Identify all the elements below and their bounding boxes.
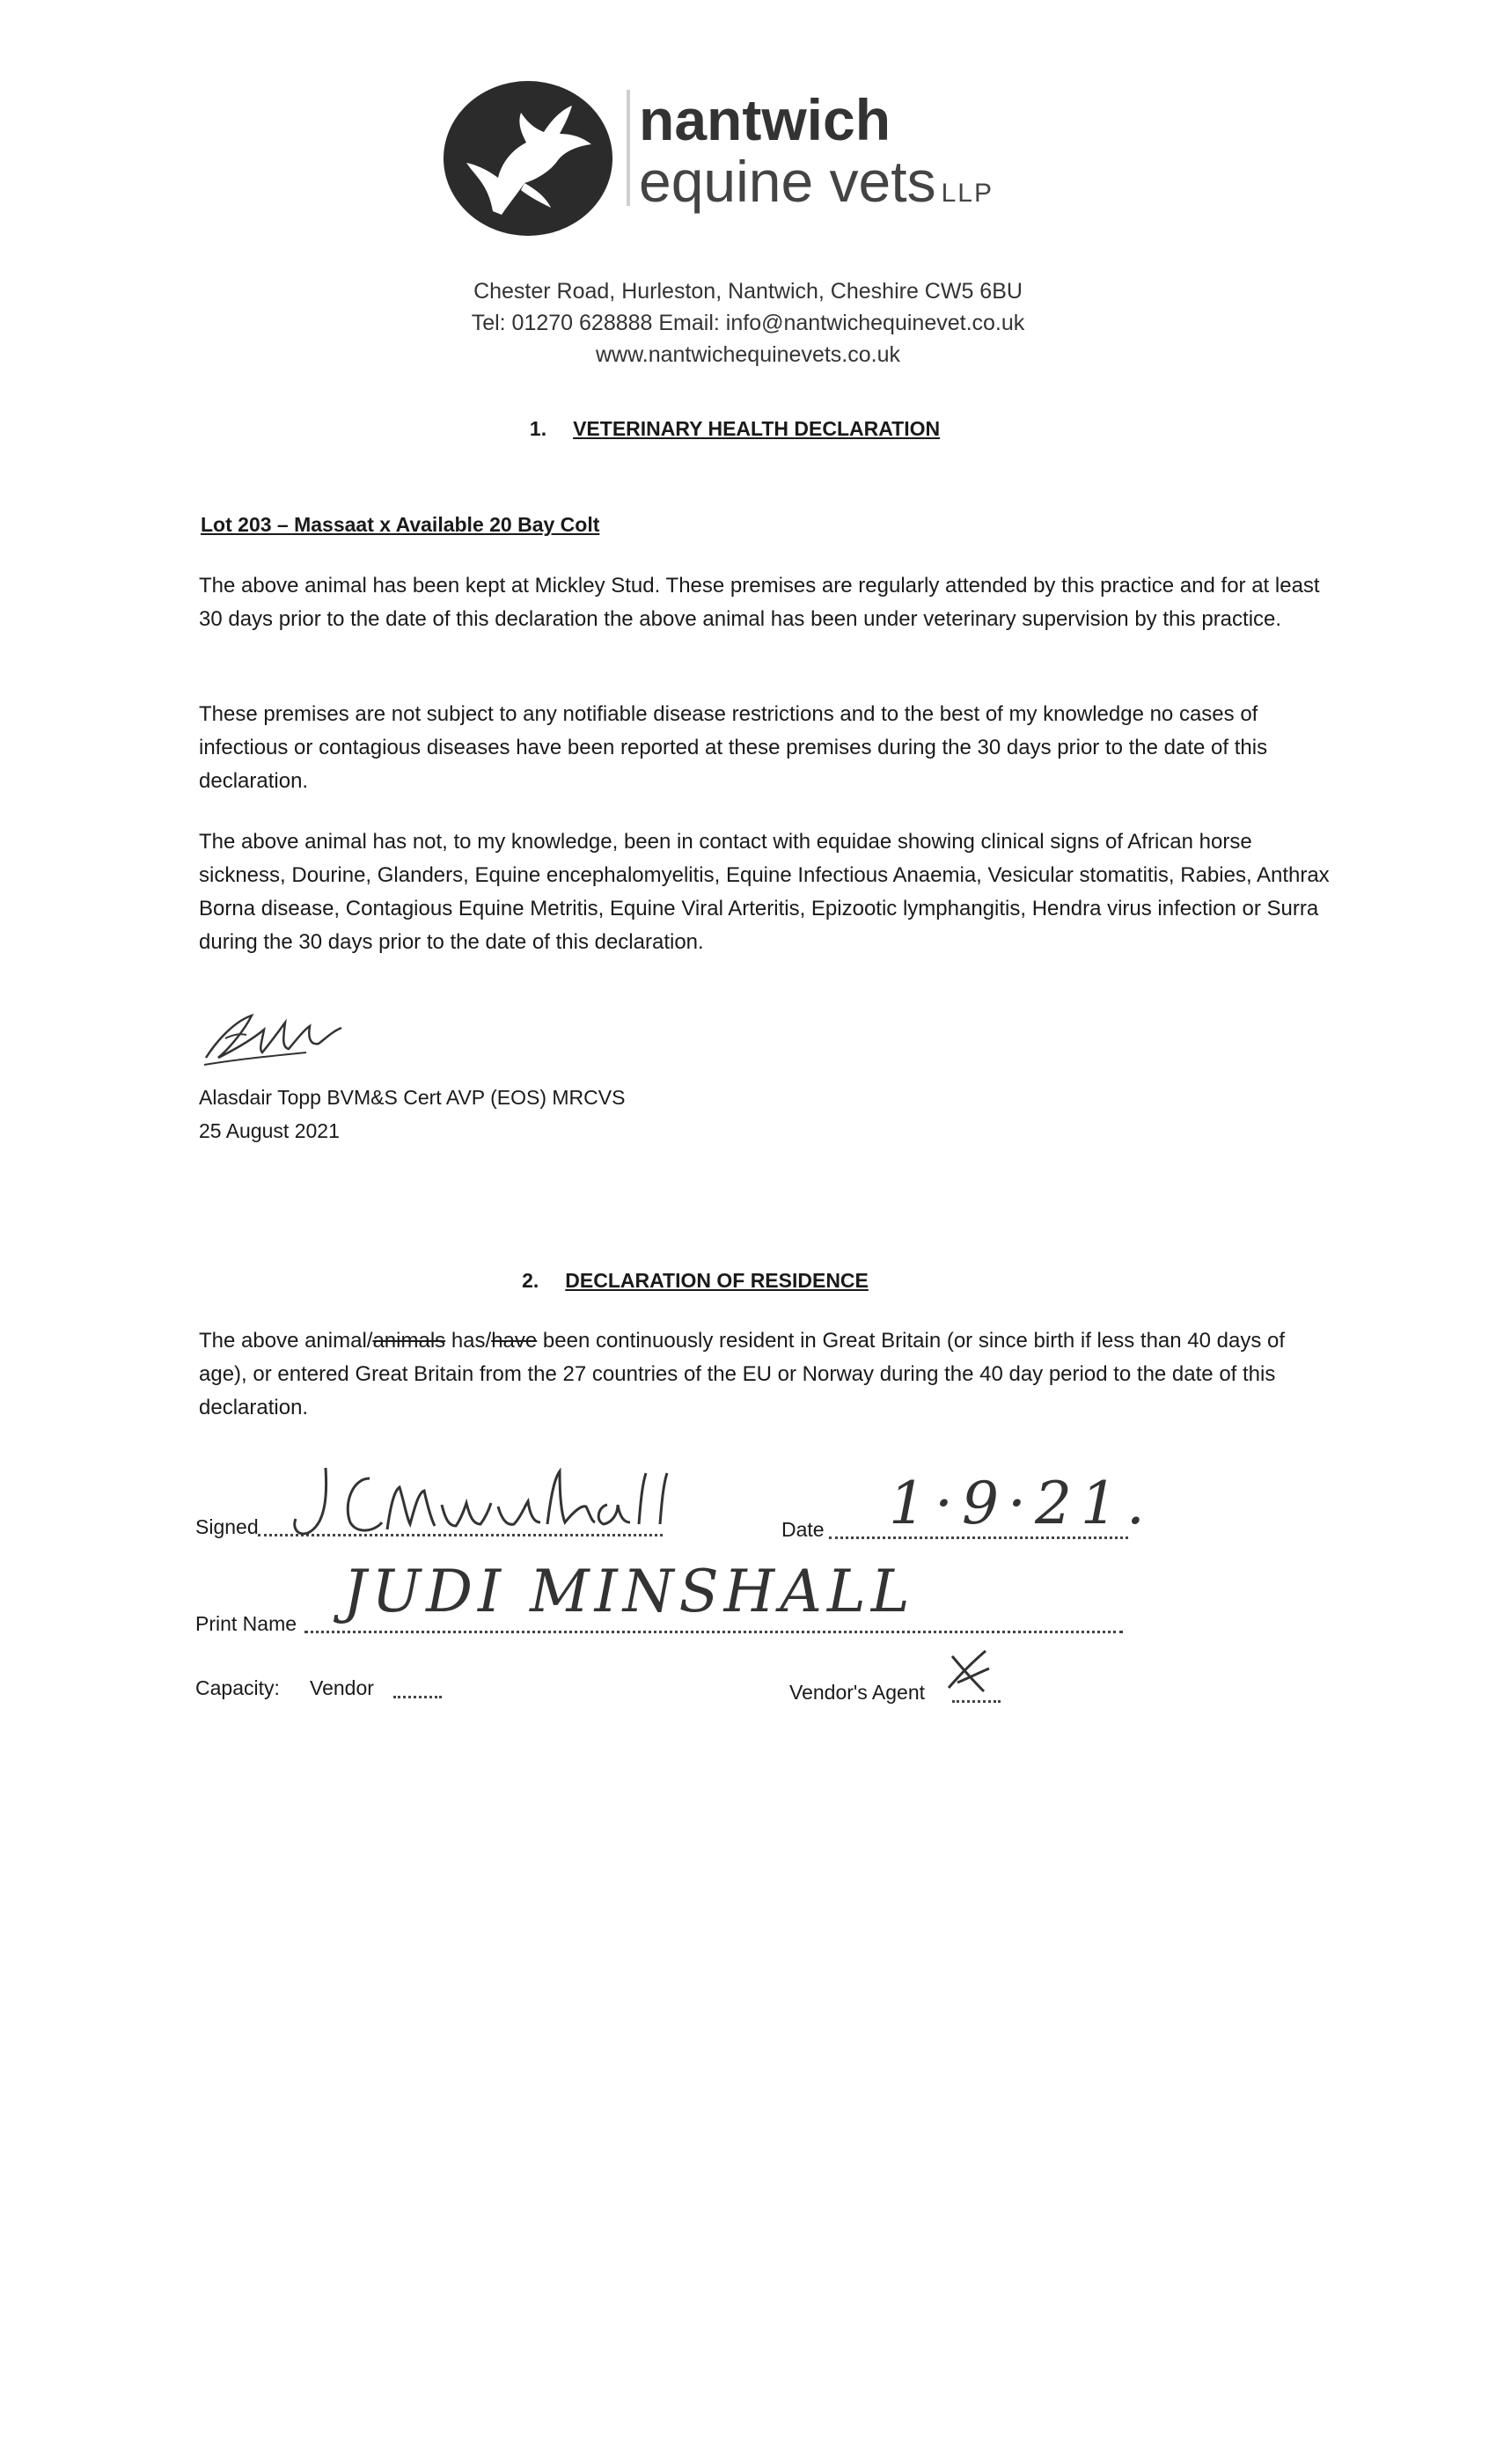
practice-website: www.nantwichequinevets.co.uk	[595, 342, 901, 367]
residence-text-1: The above animal/	[199, 1329, 373, 1353]
practice-logo	[440, 70, 1056, 246]
practice-address: Chester Road, Hurleston, Nantwich, Cheshire CW5 6BU	[473, 279, 1023, 304]
print-name-dotted-line	[304, 1631, 1123, 1633]
section-2-number: 2.	[522, 1269, 539, 1292]
date-label: Date	[781, 1518, 825, 1541]
residence-text-2: has/	[445, 1329, 492, 1353]
health-paragraph-2: These premises are not subject to any notifiable disease restrictions and to the best of my knowledge no cases of infectious or contagious diseases have been reported at these premises during the 30 days prior to the date of this declaration.	[199, 702, 1268, 793]
logo-divider	[627, 90, 630, 206]
vendor-signature	[290, 1452, 695, 1549]
logo-text-main: equine vets	[639, 149, 936, 214]
residence-struck-have: have	[491, 1329, 538, 1353]
vet-signature	[201, 1003, 350, 1074]
section-1-title: VETERINARY HEALTH DECLARATION	[573, 417, 941, 440]
vendor-dotted-line	[393, 1696, 442, 1698]
capacity-label: Capacity:	[195, 1676, 280, 1699]
health-paragraph-1: The above animal has been kept at Mickley Stud. These premises are regularly attended by this practice and for at least 30 days prior to the date of this declaration the above animal has been under veterinary supervision by this practice.	[199, 574, 1320, 631]
vet-date: 25 August 2021	[199, 1119, 340, 1142]
practice-contact: Tel: 01270 628888 Email: info@nantwichequinevet.co.uk	[471, 311, 1025, 335]
vendor-option-label: Vendor	[310, 1676, 374, 1699]
residence-text-3: been continuously resident in Great Britain (or since birth if less than 40 days of age), or entered Great Britain from the 27 countries of the EU or Norway during the 40 day period to the date of this declaration.	[199, 1329, 1286, 1419]
section-2-heading	[0, 1269, 1443, 1293]
jumping-horse-logo-icon	[440, 79, 616, 238]
residence-struck-animals: animals	[372, 1329, 446, 1353]
health-paragraph-3: The above animal has not, to my knowledge, been in contact with equidae showing clinical signs of African horse sickness, Dourine, Glanders, Equine encephalomyelitis, Equine Infectious Anaemia, Vesicular stomatitis, Rabies, Anthrax Borna disease, Contagious Equine Metritis, Equine Viral Arteritis, Epizootic lymphangitis, Hendra virus infection or Surra during the 30 days prior to the date of this declaration.	[199, 830, 1330, 954]
date-handwritten-value: 1·9·21.	[889, 1470, 1154, 1537]
section-1-heading	[0, 417, 1483, 441]
vendors-agent-option-label: Vendor's Agent	[789, 1681, 926, 1704]
vet-name: Alasdair Topp BVM&S Cert AVP (EOS) MRCVS	[199, 1086, 626, 1109]
residence-paragraph	[199, 1324, 1334, 1425]
logo-text-nantwich: nantwich	[639, 87, 891, 152]
logo-text-equine-vets	[639, 150, 994, 225]
lot-title: Lot 203 – Massaat x Available 20 Bay Colt	[201, 513, 600, 536]
agent-dotted-line	[952, 1700, 1001, 1703]
print-name-label: Print Name	[195, 1612, 297, 1635]
agent-cross-out-mark-icon	[940, 1644, 994, 1698]
section-1-number: 1.	[529, 417, 547, 440]
signed-label: Signed	[195, 1515, 259, 1538]
logo-text-llp: LLP	[941, 179, 994, 208]
print-name-handwritten-value: JUDI MINSHALL	[343, 1558, 915, 1625]
section-2-title: DECLARATION OF RESIDENCE	[565, 1269, 869, 1292]
